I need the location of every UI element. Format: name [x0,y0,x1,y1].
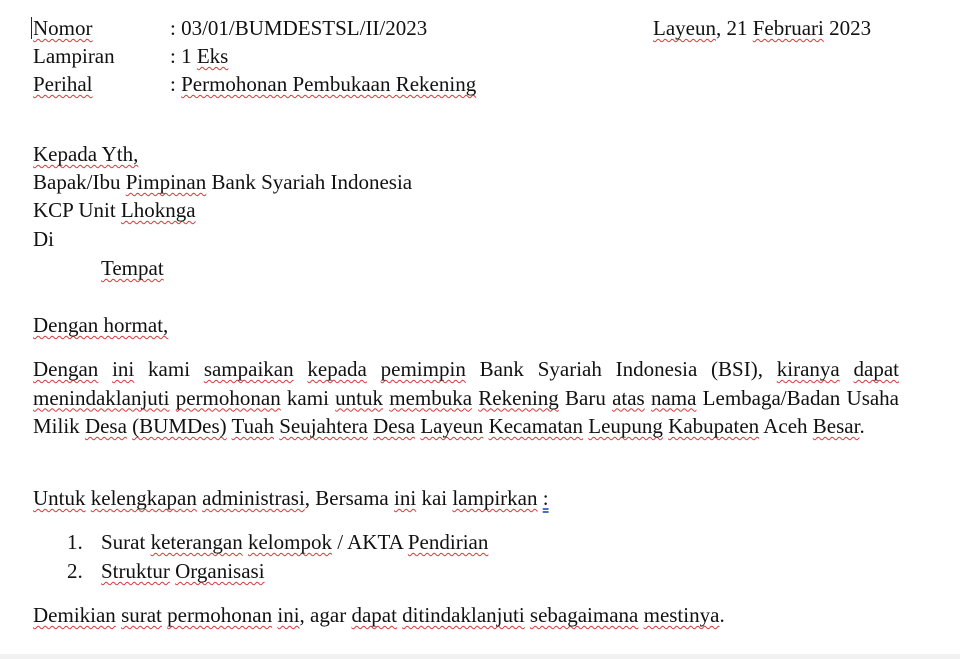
recipient-line-1-text: Kepada Yth, [33,142,139,166]
list-item-2 [101,559,265,583]
spellcheck-flagged-word: Besar [812,414,860,438]
recipient-line-5-text: Tempat [101,256,164,280]
list-number-1: 1. [67,530,83,554]
recipient-line-5 [101,256,164,280]
recipient-line-2-c: Bank Syariah Indonesia [206,170,413,194]
spellcheck-flagged-word: Desa [84,414,127,438]
spellcheck-flagged-word: dapat [351,603,397,627]
recipient-line-3-b: Lhoknga [120,198,196,222]
spellcheck-flagged-word: Layeun [420,414,484,438]
spellcheck-flagged-word: permohonan [175,385,281,410]
spellcheck-flagged-word: Struktur [101,559,170,583]
spellcheck-flagged-word: menindaklanjuti [33,385,170,410]
spellcheck-flagged-word: Leupung [588,414,663,438]
text-run [294,357,308,381]
spellcheck-flagged-word: ini [277,603,300,627]
greeting-text: Dengan hormat, [33,313,169,337]
text-cursor [31,17,32,39]
recipient-line-4: Di [33,227,54,251]
recipient-line-3-a: KCP Unit [33,198,121,222]
recipient-line-2-a: Bapak/Ibu [33,170,126,194]
spellcheck-flagged-word: untuk [335,385,384,410]
spellcheck-flagged-word: membuka [389,385,473,410]
spellcheck-flagged-word: ini [112,357,135,381]
spellcheck-flagged-word: surat [121,603,162,627]
text-run: Bank Syariah Indonesia (BSI), [465,357,777,381]
spellcheck-flagged-word: pemimpin [380,357,466,381]
text-run: Surat [101,530,151,554]
perihal-value [170,72,476,96]
month: Februari [752,16,824,40]
spellcheck-flagged-word: Desa [373,414,416,438]
list-number-2: 2. [67,559,83,583]
text-run: kai [416,486,453,510]
lampiran-word: Eks [196,44,229,68]
list-item-1 [101,530,488,554]
text-run: kami [134,357,204,381]
spellcheck-flagged-word: Demikian [33,603,116,627]
spellcheck-flagged-word: Seujahtera [279,414,368,438]
spellcheck-flagged-word: ini [394,486,417,510]
text-run: kami [280,385,336,410]
text-run: , agar [299,603,352,627]
spellcheck-flagged-word: sampaikan [203,357,294,381]
spellcheck-flagged-word: ditindaklanjuti [402,603,525,627]
lampiran-value [170,44,228,68]
spellcheck-flagged-word: sebagaimana [529,603,639,627]
lampiran-label: Lampiran [33,44,115,68]
text-run: . [719,603,725,627]
spellcheck-flagged-word: kelengkapan [90,486,197,510]
perihal-prefix: : [170,72,182,96]
spellcheck-flagged-word: kiranya [776,357,840,381]
text-run: Baru [558,385,613,410]
spellcheck-flagged-word: nama [650,385,697,410]
day: , 21 [715,16,753,40]
spellcheck-flagged-word: Kecamatan [488,414,584,438]
spellcheck-flagged-word: Organisasi [175,559,265,583]
text-run: . [859,414,865,438]
text-run [98,357,112,381]
spellcheck-flagged-word: Pendirian [407,530,489,554]
spellcheck-flagged-word: lampirkan [452,486,538,510]
spellcheck-flagged-word: Untuk [33,486,86,510]
spellcheck-flagged-word: permohonan [167,603,273,627]
spellcheck-flagged-word: atas [612,385,645,410]
body-paragraph-2 [33,486,549,510]
nomor-value: : 03/01/BUMDESTSL/II/2023 [170,16,428,40]
spellcheck-flagged-word: administrasi [202,486,305,510]
body-paragraph-1 [33,355,899,441]
recipient-line-1 [33,142,138,166]
perihal-label-text: Perihal [33,72,93,96]
spellcheck-flagged-word: Dengan [33,357,99,381]
page-bottom-edge [0,654,960,659]
place-date [653,16,871,40]
nomor-label-text: Nomor [33,16,93,40]
greeting [33,313,168,337]
spellcheck-flagged-word: keterangan [150,530,243,554]
perihal-label [33,72,92,96]
nomor-label [33,16,93,40]
recipient-line-2-b: Pimpinan [125,170,207,194]
spellcheck-flagged-word: kelompok [247,530,332,554]
spellcheck-flagged-word: Kabupaten [668,414,760,438]
recipient-line-3 [33,198,196,222]
spellcheck-flagged-word: kepada [307,357,367,381]
text-run [367,357,381,381]
place: Layeun [653,16,716,40]
year: 2023 [823,16,872,40]
closing-sentence [33,603,725,627]
text-run: , Bersama [304,486,395,510]
spellcheck-flagged-word: dapat [853,357,899,381]
text-run: Lembaga/Badan Usaha Milik [33,385,900,438]
text-run: Aceh [759,414,813,438]
spellcheck-flagged-word: (BUMDes) [132,414,227,438]
spellcheck-flagged-word: Tuah [231,414,274,438]
spellcheck-flagged-word: Rekening [478,385,559,410]
lampiran-prefix: : 1 [170,44,197,68]
text-run: / AKTA [331,530,408,554]
grammar-flagged-text: : [542,486,549,510]
spellcheck-flagged-word: mestinya [643,603,720,627]
recipient-line-2 [33,170,412,194]
perihal-text: Permohonan Pembukaan Rekening [181,72,477,96]
text-run [840,357,854,381]
